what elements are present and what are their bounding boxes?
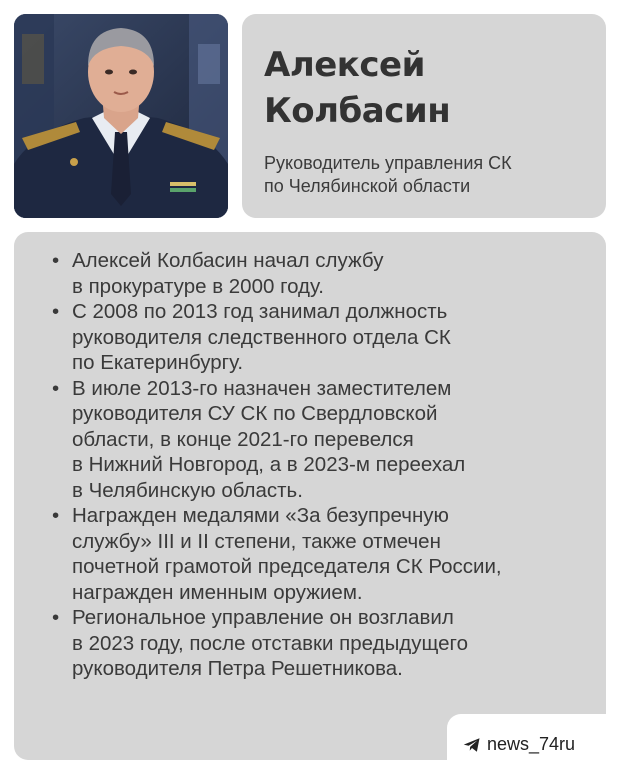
biography-list	[14, 232, 606, 682]
list-item-line: службу» III и II степени, также отмечен	[72, 529, 441, 553]
list-item-line: • В июле 2013-го назначен заместителем	[72, 376, 452, 400]
biography-card	[14, 232, 606, 760]
list-item	[52, 376, 586, 504]
list-item	[52, 248, 586, 299]
name-line: Алексей	[264, 45, 425, 85]
list-item-line: по Екатеринбургу.	[72, 351, 244, 374]
list-item-line: почетной грамотой председателя СК России,	[72, 555, 502, 578]
name-card	[242, 14, 606, 218]
person-name	[264, 42, 586, 134]
list-item-line: области, в конце 2021-го перевелся	[72, 427, 414, 451]
list-item-line: руководителя следственного отдела СК	[72, 325, 451, 349]
list-item	[52, 299, 586, 376]
role-line: по Челябинской области	[264, 176, 471, 196]
list-item-line: руководителя СУ СК по Свердловской	[72, 402, 438, 425]
portrait-photo	[14, 14, 228, 218]
list-item-line: • Алексей Колбасин начал службу	[72, 249, 384, 272]
list-item-line: в прокуратуре в 2000 году.	[72, 274, 324, 298]
list-item-line: в Челябинскую область.	[72, 478, 303, 502]
list-item-line: в 2023 году, после отставки предыдущего	[72, 631, 468, 655]
role-line: Руководитель управления СК	[264, 153, 512, 173]
list-item-line: награжден именным оружием.	[72, 580, 363, 604]
source-tag[interactable]	[447, 714, 620, 775]
list-item-line: в Нижний Новгород, а в 2023-м переехал	[72, 453, 466, 476]
list-item-line: • Награжден медалями «За безупречную	[72, 504, 449, 527]
list-item-line: • С 2008 по 2013 год занимал должность	[72, 300, 448, 323]
list-item-line: • Региональное управление он возглавил	[72, 606, 454, 629]
list-item	[52, 605, 586, 682]
name-line: Колбасин	[264, 91, 451, 131]
list-item-line: руководителя Петра Решетникова.	[72, 657, 403, 680]
telegram-icon	[463, 737, 481, 753]
list-item	[52, 503, 586, 605]
person-role	[264, 152, 586, 198]
source-label: news_74ru	[487, 734, 576, 754]
portrait-illustration	[14, 14, 228, 218]
